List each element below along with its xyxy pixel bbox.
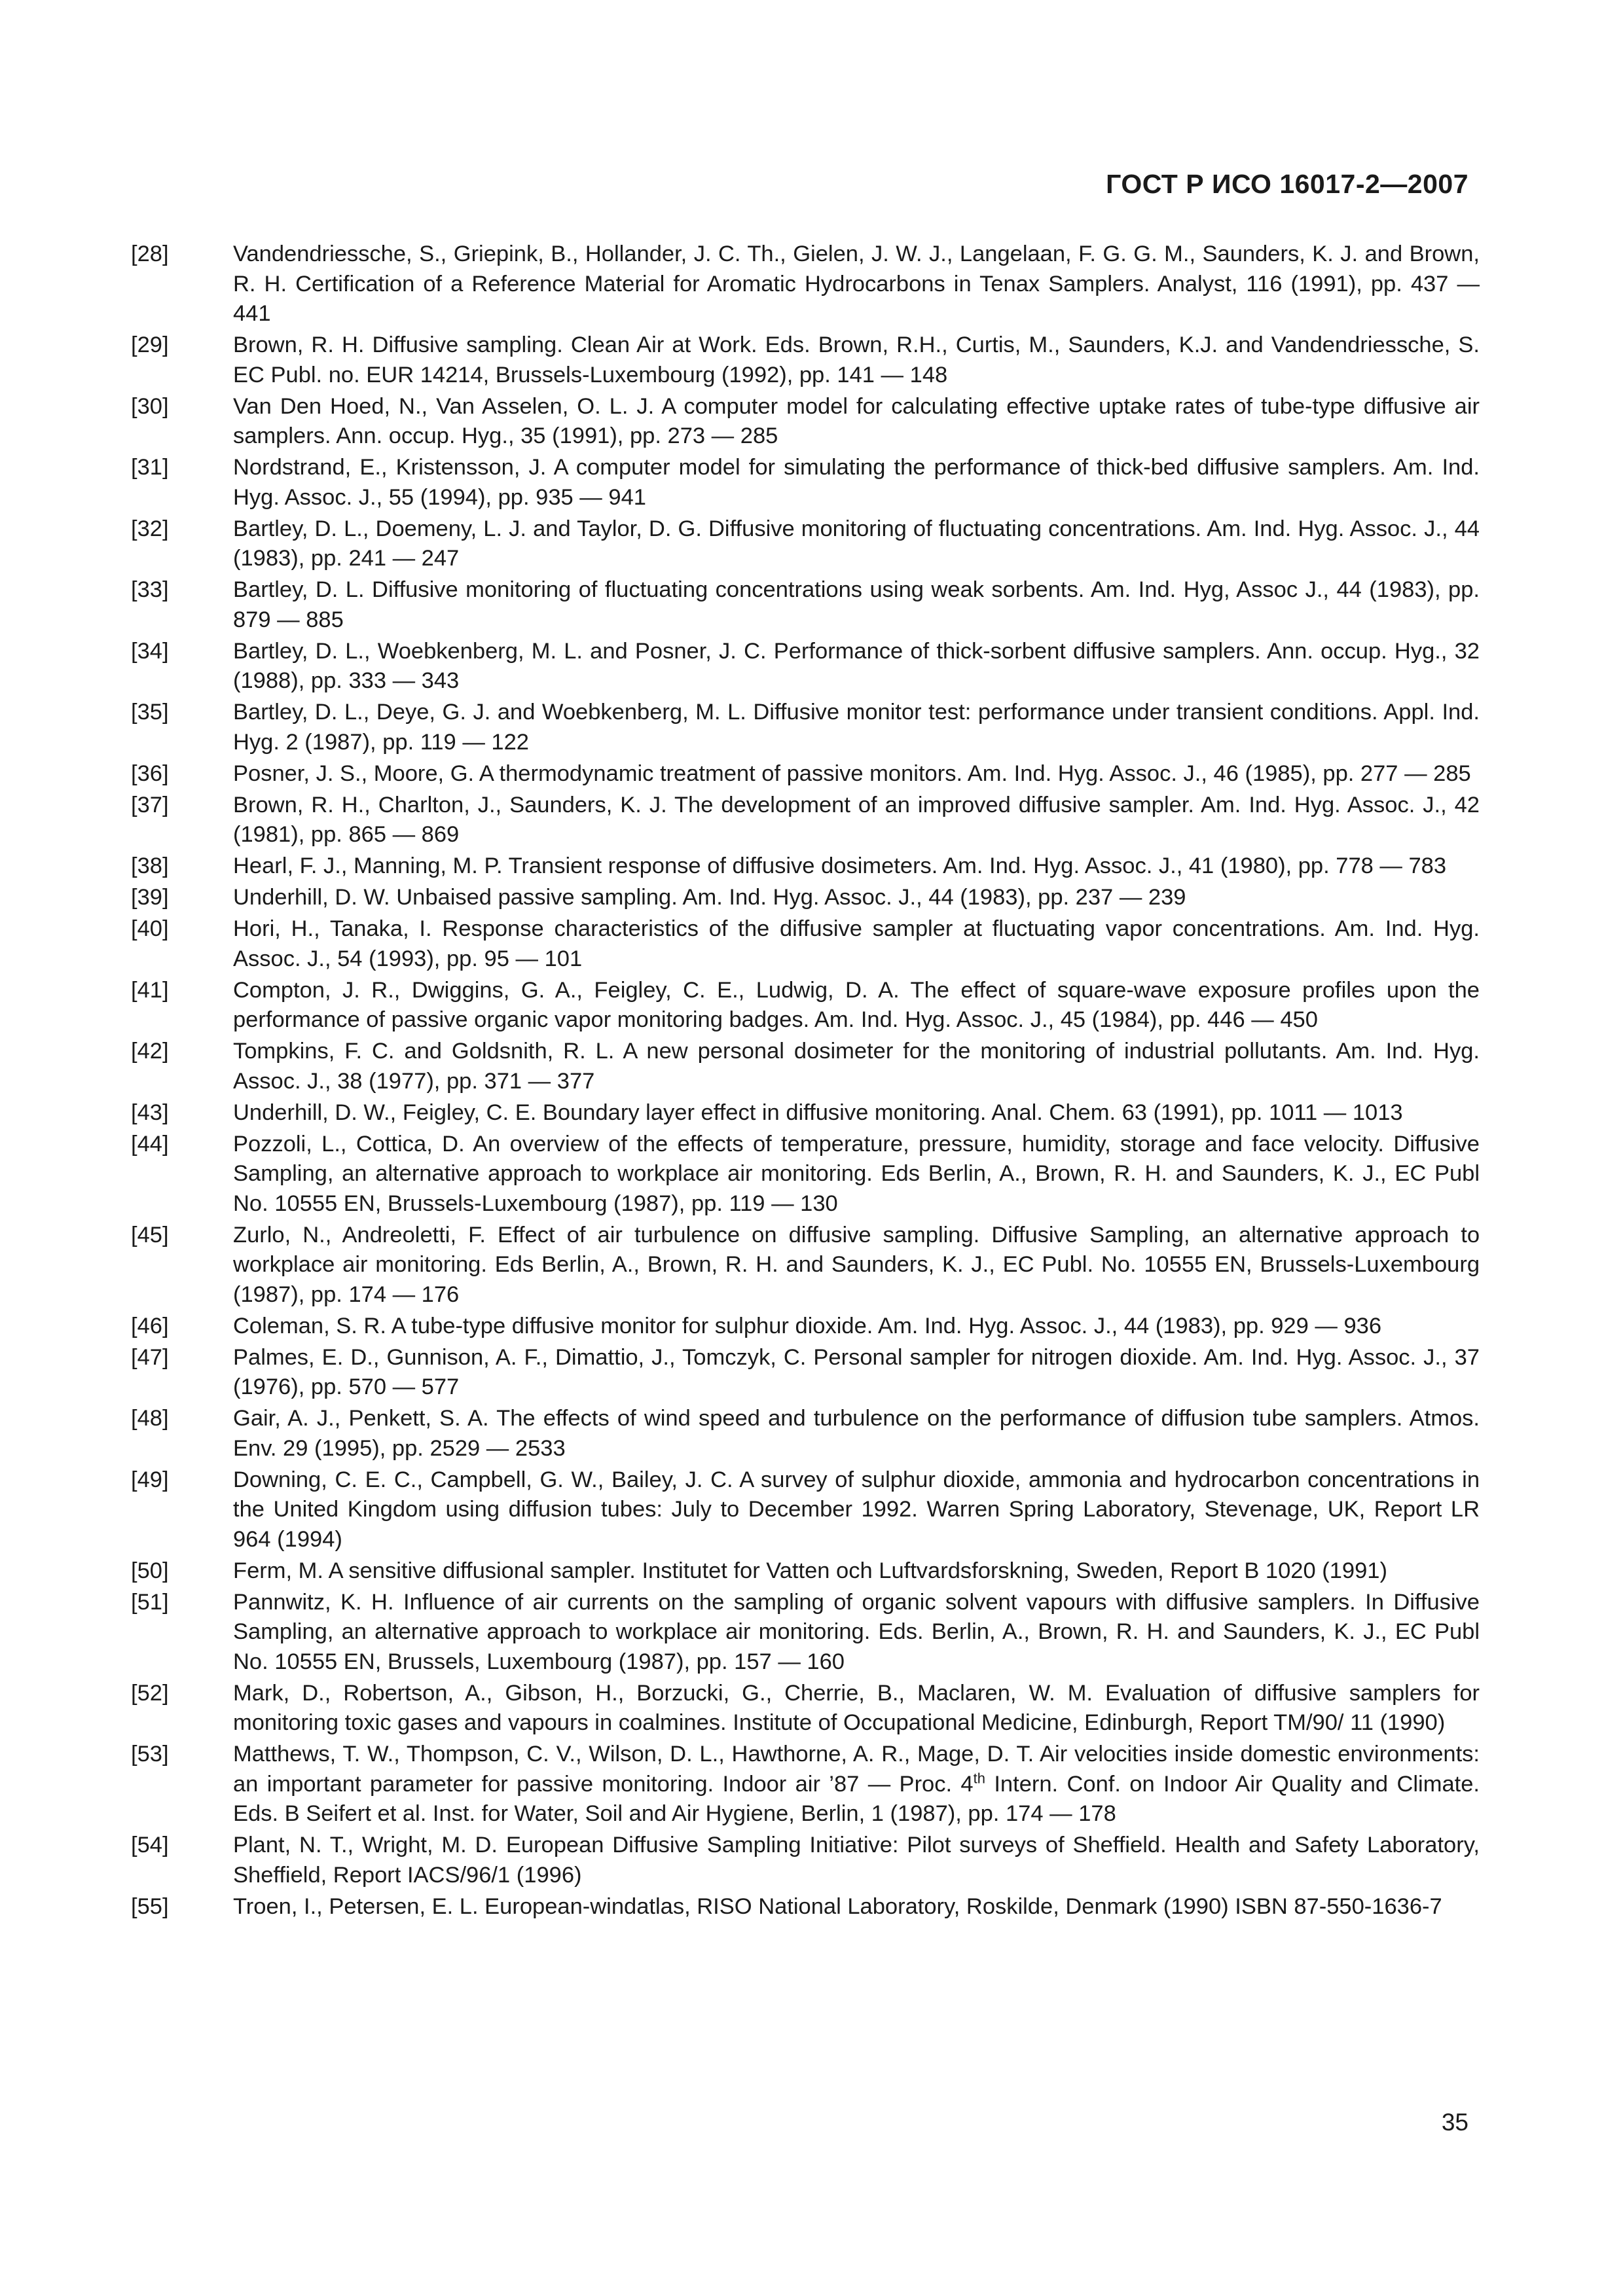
reference-item [131,575,1480,635]
reference-text: Troen, I., Petersen, E. L. European-windatlas, RISO National Laboratory, Roskilde, Denmark (1990) ISBN 87-550-1636-7 [233,1893,1442,1919]
reference-text: Bartley, D. L., Deye, G. J. and Woebkenberg, M. L. Diffusive monitor test: performance under transient conditions. Appl. Ind. Hyg. 2 (1987), pp. 119 — 122 [233,700,1480,755]
reference-number: [48] [131,1406,169,1431]
reference-number: [31] [131,455,169,480]
reference-number: [45] [131,1222,169,1247]
reference-item [131,1221,1480,1310]
reference-text: Vandendriessche, S., Griepink, B., Hollander, J. C. Th., Gielen, J. W. J., Langelaan, F. G. G. M., Saunders, K. J. and Brown, R. H. Certification of a Reference Material for Aromatic Hydrocarbons in Tenax Samplers. Analyst, 116 (1991), pp. 437 — 441 [233,242,1480,326]
reference-text: Brown, R. H. Diffusive sampling. Clean Air at Work. Eds. Brown, R.H., Curtis, M., Saunders, K.J. and Vandendriessche, S. EC Publ. no. EUR 14214, Brussels-Luxembourg (1992), pp. 141 — 148 [233,332,1480,387]
page-number: 35 [1441,2109,1468,2136]
reference-item [131,1037,1480,1096]
reference-text: Matthews, T. W., Thompson, C. V., Wilson, D. L., Hawthorne, A. R., Mage, D. T. Air velocities inside domestic environments: an important parameter for passive monitoring. Indoor air ’87 — Proc. 4 [233,1742,1480,1797]
reference-list [131,240,1480,1922]
reference-item [131,976,1480,1035]
reference-number: [29] [131,332,169,357]
reference-number: [51] [131,1589,169,1615]
reference-number: [54] [131,1833,169,1857]
reference-number: [34] [131,638,169,664]
reference-number: [53] [131,1742,169,1767]
reference-item [131,1343,1480,1403]
reference-text: Nordstrand, E., Kristensson, J. A computer model for simulating the performance of thick-bed diffusive samplers. Am. Ind. Hyg. Assoc. J., 55 (1994), pp. 935 — 941 [233,455,1480,510]
reference-item [131,240,1480,329]
reference-item [131,1465,1480,1555]
reference-item [131,514,1480,574]
reference-text: Downing, C. E. C., Campbell, G. W., Bailey, J. C. A survey of sulphur dioxide, ammonia and hydrocarbon concentrations in the United Kingdom using diffusion tubes: July to December 1992. Warren Spring Laboratory, Stevenage, UK, Report LR 964 (1994) [233,1467,1480,1552]
reference-text: Pozzoli, L., Cottica, D. An overview of the effects of temperature, pressure, humidity, storage and face velocity. Diffusive Sampling, an alternative approach to workplace air monitoring. Eds Berlin, A., Brown, R. H. and Saunders, K. J., EC Publ No. 10555 EN, Brussels-Luxembourg (1987), pp. 119 — 130 [233,1131,1480,1216]
reference-item [131,453,1480,512]
reference-text: Posner, J. S., Moore, G. A thermodynamic treatment of passive monitors. Am. Ind. Hyg. Assoc. J., 46 (1985), pp. 277 — 285 [233,761,1471,786]
reference-number: [32] [131,516,169,541]
reference-number: [37] [131,792,169,817]
reference-item [131,331,1480,390]
reference-text: Coleman, S. R. A tube-type diffusive monitor for sulphur dioxide. Am. Ind. Hyg. Assoc. J., 44 (1983), pp. 929 — 936 [233,1313,1382,1338]
reference-item [131,759,1480,789]
reference-number: [46] [131,1313,169,1338]
reference-item [131,1130,1480,1219]
reference-item [131,637,1480,696]
reference-item [131,392,1480,452]
reference-number: [28] [131,242,169,266]
reference-text: Mark, D., Robertson, A., Gibson, H., Borzucki, G., Cherrie, B., Maclaren, W. M. Evaluation of diffusive samplers for monitoring toxic gases and vapours in coalmines. Institute of Occupational Medicine, Edinburgh, Report TM/90/ 11 (1990) [233,1680,1480,1735]
reference-text: Hori, H., Tanaka, I. Response characteristics of the diffusive sampler at fluctuating vapor concentrations. Am. Ind. Hyg. Assoc. J., 54 (1993), pp. 95 — 101 [233,916,1480,971]
reference-number: [47] [131,1344,169,1370]
reference-text: Bartley, D. L. Diffusive monitoring of fluctuating concentrations using weak sorbents. Am. Ind. Hyg, Assoc J., 44 (1983), pp. 879 — 885 [233,577,1480,632]
reference-text: Zurlo, N., Andreoletti, F. Effect of air turbulence on diffusive sampling. Diffusive Sampling, an alternative approach to workplace air monitoring. Eds Berlin, A., Brown, R. H. and Saunders, K. J., EC Publ. No. 10555 EN, Brussels-Luxembourg (1987), pp. 174 — 176 [233,1222,1480,1307]
reference-text: Compton, J. R., Dwiggins, G. A., Feigley, C. E., Ludwig, D. A. The effect of square-wave exposure profiles upon the performance of passive organic vapor monitoring badges. Am. Ind. Hyg. Assoc. J., 45 (1984), pp. 446 — 450 [233,977,1480,1032]
reference-item [131,1098,1480,1128]
reference-item [131,1892,1480,1922]
reference-item [131,883,1480,913]
reference-number: [41] [131,977,169,1003]
reference-number: [40] [131,916,169,941]
reference-item [131,852,1480,882]
reference-text: Bartley, D. L., Woebkenberg, M. L. and Posner, J. C. Performance of thick-sorbent diffusive samplers. Ann. occup. Hyg., 32 (1988), pp. 333 — 343 [233,638,1480,693]
reference-item [131,698,1480,757]
reference-number: [52] [131,1680,169,1706]
reference-number: [38] [131,853,169,878]
reference-number: [35] [131,700,169,725]
reference-item [131,914,1480,974]
reference-text: Plant, N. T., Wright, M. D. European Diffusive Sampling Initiative: Pilot surveys of Sheffield. Health and Safety Laboratory, Sheffield, Report IACS/96/1 (1996) [233,1833,1480,1888]
reference-number: [39] [131,885,169,910]
reference-text: Gair, A. J., Penkett, S. A. The effects of wind speed and turbulence on the performance of diffusion tube samplers. Atmos. Env. 29 (1995), pp. 2529 — 2533 [233,1406,1480,1461]
reference-text: Underhill, D. W. Unbaised passive sampling. Am. Ind. Hyg. Assoc. J., 44 (1983), pp. 237 — 239 [233,885,1186,910]
reference-text: Hearl, F. J., Manning, M. P. Transient response of diffusive dosimeters. Am. Ind. Hyg. Assoc. J., 41 (1980), pp. 778 — 783 [233,853,1447,878]
reference-text: Bartley, D. L., Doemeny, L. J. and Taylor, D. G. Diffusive monitoring of fluctuating concentrations. Am. Ind. Hyg. Assoc. J., 44 (1983), pp. 241 — 247 [233,516,1480,571]
reference-number: [30] [131,393,169,419]
reference-text: Palmes, E. D., Gunnison, A. F., Dimattio, J., Tomczyk, C. Personal sampler for nitrogen dioxide. Am. Ind. Hyg. Assoc. J., 37 (1976), pp. 570 — 577 [233,1344,1480,1399]
reference-item [131,791,1480,850]
reference-number: [44] [131,1131,169,1157]
reference-text: Underhill, D. W., Feigley, C. E. Boundary layer effect in diffusive monitoring. Anal. Chem. 63 (1991), pp. 1011 — 1013 [233,1100,1403,1125]
reference-item [131,1679,1480,1738]
reference-text: Pannwitz, K. H. Influence of air currents on the sampling of organic solvent vapours with diffusive samplers. In Diffusive Sampling, an alternative approach to workplace air monitoring. Eds. Berlin, A., Brown, R. H. and Saunders, K. J., EC Publ No. 10555 EN, Brussels, Luxembourg (1987), pp. 157 — 160 [233,1589,1480,1674]
reference-item [131,1312,1480,1342]
reference-item [131,1556,1480,1587]
document-header: ГОСТ Р ИСО 16017-2—2007 [1106,169,1468,199]
reference-item [131,1404,1480,1463]
reference-number: [49] [131,1467,169,1492]
reference-text: Tompkins, F. C. and Goldsnith, R. L. A new personal dosimeter for the monitoring of industrial pollutants. Am. Ind. Hyg. Assoc. J., 38 (1977), pp. 371 — 377 [233,1039,1480,1094]
reference-text: Brown, R. H., Charlton, J., Saunders, K. J. The development of an improved diffusive sampler. Am. Ind. Hyg. Assoc. J., 42 (1981), pp. 865 — 869 [233,792,1480,847]
reference-superscript: th [973,1770,985,1786]
reference-number: [50] [131,1558,169,1583]
reference-number: [36] [131,761,169,786]
reference-number: [55] [131,1893,169,1919]
reference-number: [42] [131,1039,169,1064]
reference-text: Van Den Hoed, N., Van Asselen, O. L. J. A computer model for calculating effective uptake rates of tube-type diffusive air samplers. Ann. occup. Hyg., 35 (1991), pp. 273 — 285 [233,393,1480,448]
reference-text: Intern. Conf. on Indoor Air Quality and Climate. Eds. B Seifert et al. Inst. for Water, Soil and Air Hygiene, Berlin, 1 (1987), pp. 174 — 178 [233,1771,1480,1826]
reference-item [131,1740,1480,1829]
reference-item [131,1831,1480,1890]
reference-number: [33] [131,577,169,602]
reference-item [131,1588,1480,1677]
reference-number: [43] [131,1100,169,1125]
reference-text: Ferm, M. A sensitive diffusional sampler. Institutet for Vatten och Luftvardsforskning, Sweden, Report B 1020 (1991) [233,1558,1387,1583]
